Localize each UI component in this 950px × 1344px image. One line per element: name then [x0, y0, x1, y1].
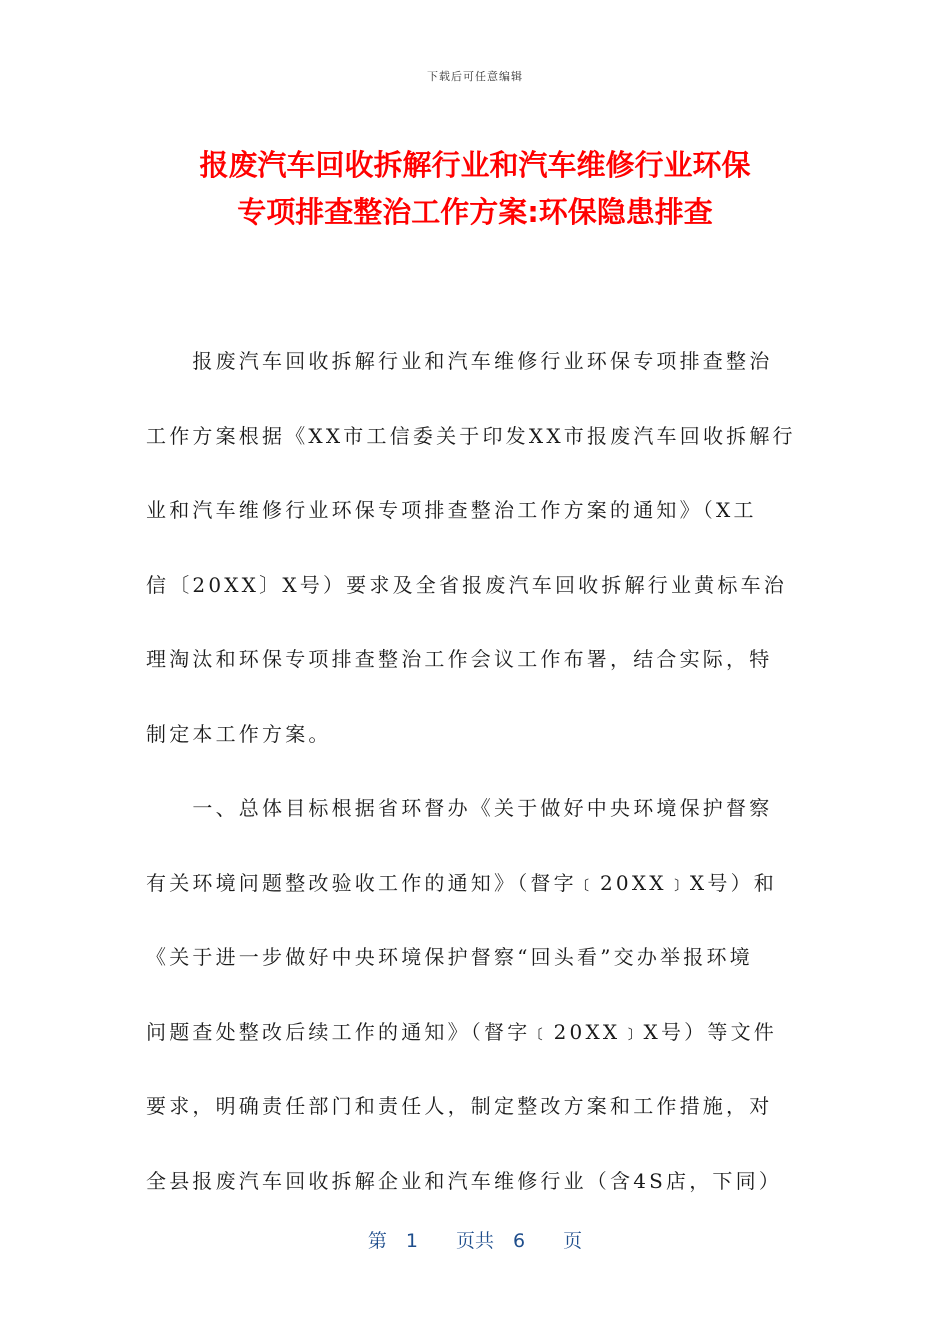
page-number-footer: 第 1 页共 6 页 [367, 1230, 583, 1252]
body-line: 制定本工作方案。 [146, 721, 332, 746]
body-line: 工作方案根据《XX市工信委关于印发XX市报废汽车回收拆解行 [146, 423, 796, 448]
body-line: 报废汽车回收拆解行业和汽车维修行业环保专项排查整治 [146, 349, 773, 373]
body-line: 有关环境问题整改验收工作的通知》（督字﹝20XX﹞X号）和 [146, 870, 777, 895]
body-line: 要求，明确责任部门和责任人，制定整改方案和工作措施，对 [146, 1094, 773, 1118]
document-title [140, 142, 810, 236]
body-line: 理淘汰和环保专项排查整治工作会议工作布署，结合实际，特 [146, 647, 773, 671]
body-line: 问题查处整改后续工作的通知》（督字﹝20XX﹞X号）等文件 [146, 1019, 777, 1044]
body-line: 一、总体目标根据省环督办《关于做好中央环境保护督察 [146, 796, 773, 820]
body-line: 业和汽车维修行业环保专项排查整治工作方案的通知》（X工 [146, 498, 757, 522]
body-line: 信〔20XX〕X号）要求及全省报废汽车回收拆解行业黄标车治 [146, 572, 787, 597]
body-line: 全县报废汽车回收拆解企业和汽车维修行业（含4S店，下同） [146, 1168, 783, 1193]
title-line-2: 专项排查整治工作方案:环保隐患排查 [237, 195, 713, 229]
body-text [146, 324, 806, 1218]
body-line: 《关于进一步做好中央环境保护督察“回头看”交办举报环境 [146, 945, 753, 969]
header-note: 下载后可任意编辑 [427, 70, 523, 83]
title-line-1: 报废汽车回收拆解行业和汽车维修行业环保 [199, 148, 751, 182]
